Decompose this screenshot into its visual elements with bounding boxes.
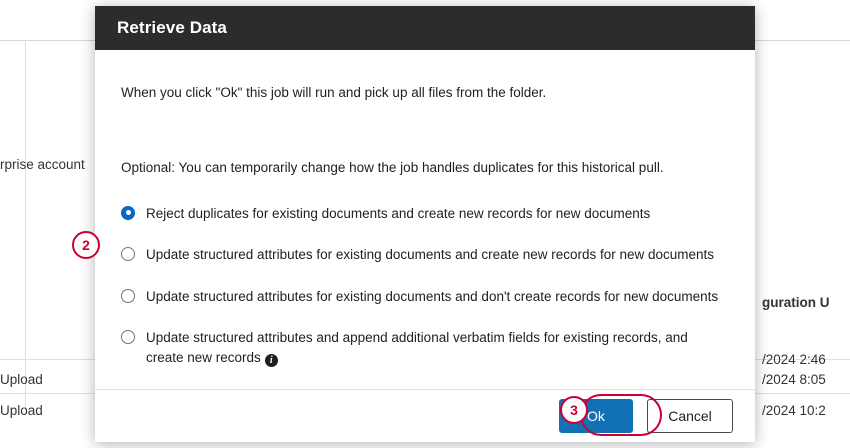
radio-icon[interactable] (121, 330, 135, 344)
ok-button[interactable]: Ok (559, 399, 633, 433)
optional-text: Optional: You can temporarily change how the job handles duplicates for this historical pull. (121, 159, 664, 175)
background-cell-date: /2024 8:05 (762, 372, 826, 387)
info-icon[interactable]: i (265, 354, 278, 367)
radio-option-label: Update structured attributes for existing documents and create new records for new documents (146, 247, 715, 263)
background-cell-upload: Upload (0, 403, 43, 418)
radio-icon-selected[interactable] (121, 206, 135, 220)
background-cell-upload: Upload (0, 372, 43, 387)
dialog-header (95, 6, 755, 50)
retrieve-data-dialog (95, 6, 755, 442)
radio-icon[interactable] (121, 247, 135, 261)
radio-option-append-verbatim[interactable] (121, 328, 729, 367)
radio-option-label: Reject duplicates for existing documents and create new records for new documents (146, 205, 651, 221)
radio-option-reject-duplicates[interactable] (121, 204, 729, 224)
dialog-body (95, 50, 755, 390)
cancel-button[interactable]: Cancel (647, 399, 733, 433)
dialog-footer (95, 389, 755, 442)
background-left-edge (25, 40, 26, 408)
duplicate-handling-radio-group[interactable] (121, 204, 729, 368)
radio-icon[interactable] (121, 289, 135, 303)
step-marker-2: 2 (72, 231, 100, 259)
dialog-title: Retrieve Data (117, 17, 227, 37)
radio-option-label (146, 328, 729, 367)
intro-text: When you click "Ok" this job will run and pick up all files from the folder. (121, 84, 547, 100)
background-cell-date: /2024 2:46 (762, 352, 826, 367)
radio-option-update-no-create[interactable] (121, 287, 729, 307)
background-cell-date: /2024 10:2 (762, 403, 826, 418)
background-text-account: rprise account (0, 157, 85, 172)
background-column-header: guration U (762, 295, 830, 310)
radio-option-update-and-create[interactable] (121, 245, 729, 265)
radio-option-label: Update structured attributes for existing documents and don't create records for new documents (146, 288, 719, 304)
step-marker-3: 3 (560, 396, 588, 424)
radio-option-text: Update structured attributes and append additional verbatim fields for existing records, and create new records (146, 330, 688, 365)
